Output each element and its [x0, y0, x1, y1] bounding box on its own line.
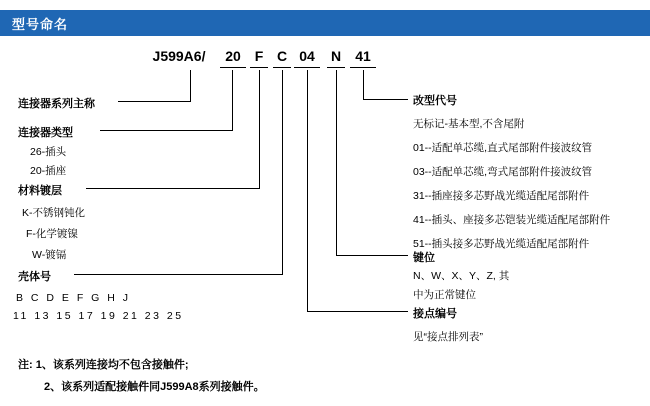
code-underline-2	[250, 67, 268, 68]
leader-line-contact-h	[307, 311, 408, 312]
leader-line-series-v	[190, 70, 191, 102]
label-key-position: 键位	[413, 252, 435, 264]
code-underline-3	[273, 67, 291, 68]
leader-line-contact-v	[307, 70, 308, 311]
leader-line-mod-v	[363, 70, 364, 99]
part-number-code	[0, 48, 650, 70]
leader-line-shell-v	[282, 70, 283, 274]
item-contact-number-ref: 见“接点排列表”	[413, 331, 483, 343]
leader-line-key-v	[336, 70, 337, 255]
code-segment-1: 20	[225, 48, 241, 64]
page-title: 型号命名	[12, 16, 69, 32]
item-plating-w: W-镀镉	[32, 249, 67, 261]
code-segment-4: 04	[299, 48, 315, 64]
note-2: 2、该系列适配接触件同J599A8系列接触件。	[44, 381, 265, 393]
code-segment-2: F	[254, 48, 264, 64]
item-mod-31: 31--插座接多芯野战光缆适配尾部附件	[413, 190, 590, 202]
code-segment-0: J599A6/	[152, 48, 206, 64]
code-underline-5	[327, 67, 345, 68]
leader-line-mod-h	[363, 99, 408, 100]
item-mod-none: 无标记-基本型,不含尾附	[413, 118, 525, 130]
label-shell-number: 壳体号	[18, 271, 51, 283]
item-mod-03: 03--适配单芯缆,弯式尾部附件接波纹管	[413, 166, 593, 178]
code-underline-1	[220, 67, 246, 68]
item-type-plug: 26-插头	[30, 146, 67, 158]
shell-numbers-row: 11 13 15 17 19 21 23 25	[13, 310, 184, 322]
label-material-plating: 材料镀层	[18, 185, 62, 197]
label-connector-series-name: 连接器系列主称	[18, 98, 95, 110]
item-plating-f: F-化学镀镍	[26, 228, 78, 240]
item-plating-k: K-不锈钢钝化	[22, 207, 85, 219]
code-segment-3: C	[276, 48, 288, 64]
code-segment-5: N	[330, 48, 342, 64]
header-bar	[0, 10, 650, 36]
item-mod-01: 01--适配单芯缆,直式尾部附件接波纹管	[413, 142, 593, 154]
leader-line-type-h	[100, 130, 233, 131]
leader-line-plating-v	[259, 70, 260, 188]
note-1: 注: 1、该系列连接均不包含接触件;	[18, 359, 189, 371]
item-mod-41: 41--插头、座接多芯铠装光缆适配尾部附件	[413, 214, 611, 226]
item-mod-51: 51--插头接多芯野战光缆适配尾部附件	[413, 238, 590, 250]
label-contact-number: 接点编号	[413, 308, 457, 320]
code-underline-4	[294, 67, 320, 68]
label-connector-type: 连接器类型	[18, 127, 73, 139]
shell-letters-row: B C D E F G H J	[16, 292, 131, 304]
label-modification-code: 改型代号	[413, 95, 457, 107]
item-type-socket: 20-插座	[30, 165, 67, 177]
leader-line-plating-h	[86, 188, 260, 189]
leader-line-series-h	[118, 101, 191, 102]
leader-line-shell-h	[74, 274, 283, 275]
item-key-letters: N、W、X、Y、Z, 其	[413, 270, 510, 282]
leader-line-type-v	[232, 70, 233, 130]
code-underline-6	[350, 67, 376, 68]
code-segment-6: 41	[355, 48, 371, 64]
leader-line-key-h	[336, 255, 408, 256]
item-key-normal: 中为正常键位	[413, 289, 476, 301]
